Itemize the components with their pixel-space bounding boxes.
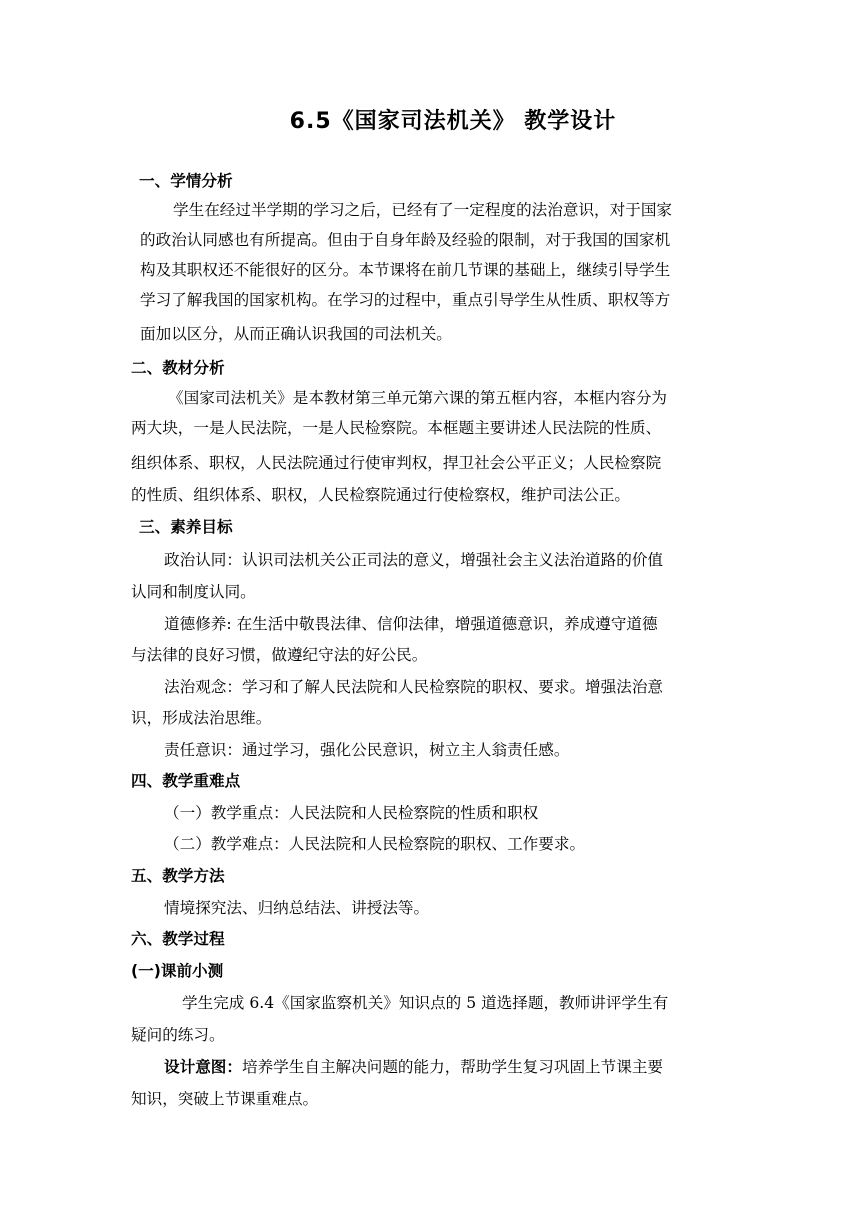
design-intent-text: 培养学生自主解决问题的能力，帮助学生复习巩固上节课主要 [241, 1058, 664, 1076]
paragraph-line: 识，形成法治思维。 [131, 709, 272, 727]
design-intent-label: 设计意图： [164, 1058, 242, 1076]
sub-heading: (一)课前小测 [131, 962, 224, 980]
section-heading-2: 二、教材分析 [131, 359, 225, 377]
paragraph-line: 与法律的良好习惯，做遵纪守法的好公民。 [131, 646, 428, 664]
paragraph-line: 认同和制度认同。 [131, 583, 256, 601]
paragraph-line: 政治认同：认识司法机关公正司法的意义，增强社会主义法治道路的价值 [164, 551, 664, 569]
design-intent-line [164, 1052, 663, 1082]
paragraph-line: 法治观念：学习和了解人民法院和人民检察院的职权、要求。增强法治意 [164, 678, 664, 696]
paragraph-line: 责任意识：通过学习，强化公民意识，树立主人翁责任感。 [164, 741, 570, 759]
document-title: 6.5《国家司法机关》 教学设计 [289, 109, 617, 134]
paragraph-line: 构及其职权还不能很好的区分。本节课将在前几节课的基础上，继续引导学生 [140, 261, 671, 279]
paragraph-line: 的性质、组织体系、职权，人民检察院通过行使检察权，维护司法公正。 [131, 486, 631, 504]
paragraph-line: 疑问的练习。 [131, 1026, 225, 1044]
section-heading-3: 三、素养目标 [139, 518, 233, 536]
paragraph-line: 学习了解我国的国家机构。在学习的过程中，重点引导学生从性质、职权等方 [140, 291, 671, 309]
paragraph-line: 面加以区分，从而正确认识我国的司法机关。 [140, 325, 452, 343]
paragraph-line: 的政治认同感也有所提高。但由于自身年龄及经验的限制，对于我国的国家机 [140, 231, 671, 249]
paragraph-line: 学生完成 6.4《国家监察机关》知识点的 5 道选择题，教师讲评学生有 [182, 994, 669, 1012]
paragraph-line: （二）教学难点：人民法院和人民检察院的职权、工作要求。 [164, 835, 586, 853]
paragraph-line: 《国家司法机关》是本教材第三单元第六课的第五框内容，本框内容分为 [168, 389, 668, 407]
paragraph-line: 学生在经过半学期的学习之后，已经有了一定程度的法治意识，对于国家 [173, 201, 673, 219]
paragraph-line: 情境探究法、归纳总结法、讲授法等。 [164, 899, 430, 917]
section-heading-5: 五、教学方法 [131, 867, 225, 885]
section-heading-6: 六、教学过程 [131, 930, 225, 948]
paragraph-line: 组织体系、职权，人民法院通过行使审判权，捍卫社会公平正义；人民检察院 [131, 454, 662, 472]
section-heading-1: 一、学情分析 [139, 172, 233, 190]
paragraph-line: 道德修养: 在生活中敬畏法律、信仰法律，增强道德意识，养成遵守道德 [164, 615, 658, 633]
paragraph-line: 两大块，一是人民法院，一是人民检察院。本框题主要讲述人民法院的性质、 [131, 419, 662, 437]
paragraph-line: （一）教学重点：人民法院和人民检察院的性质和职权 [164, 804, 539, 822]
paragraph-line: 知识，突破上节课重难点。 [131, 1090, 319, 1108]
section-heading-4: 四、教学重难点 [131, 772, 241, 790]
